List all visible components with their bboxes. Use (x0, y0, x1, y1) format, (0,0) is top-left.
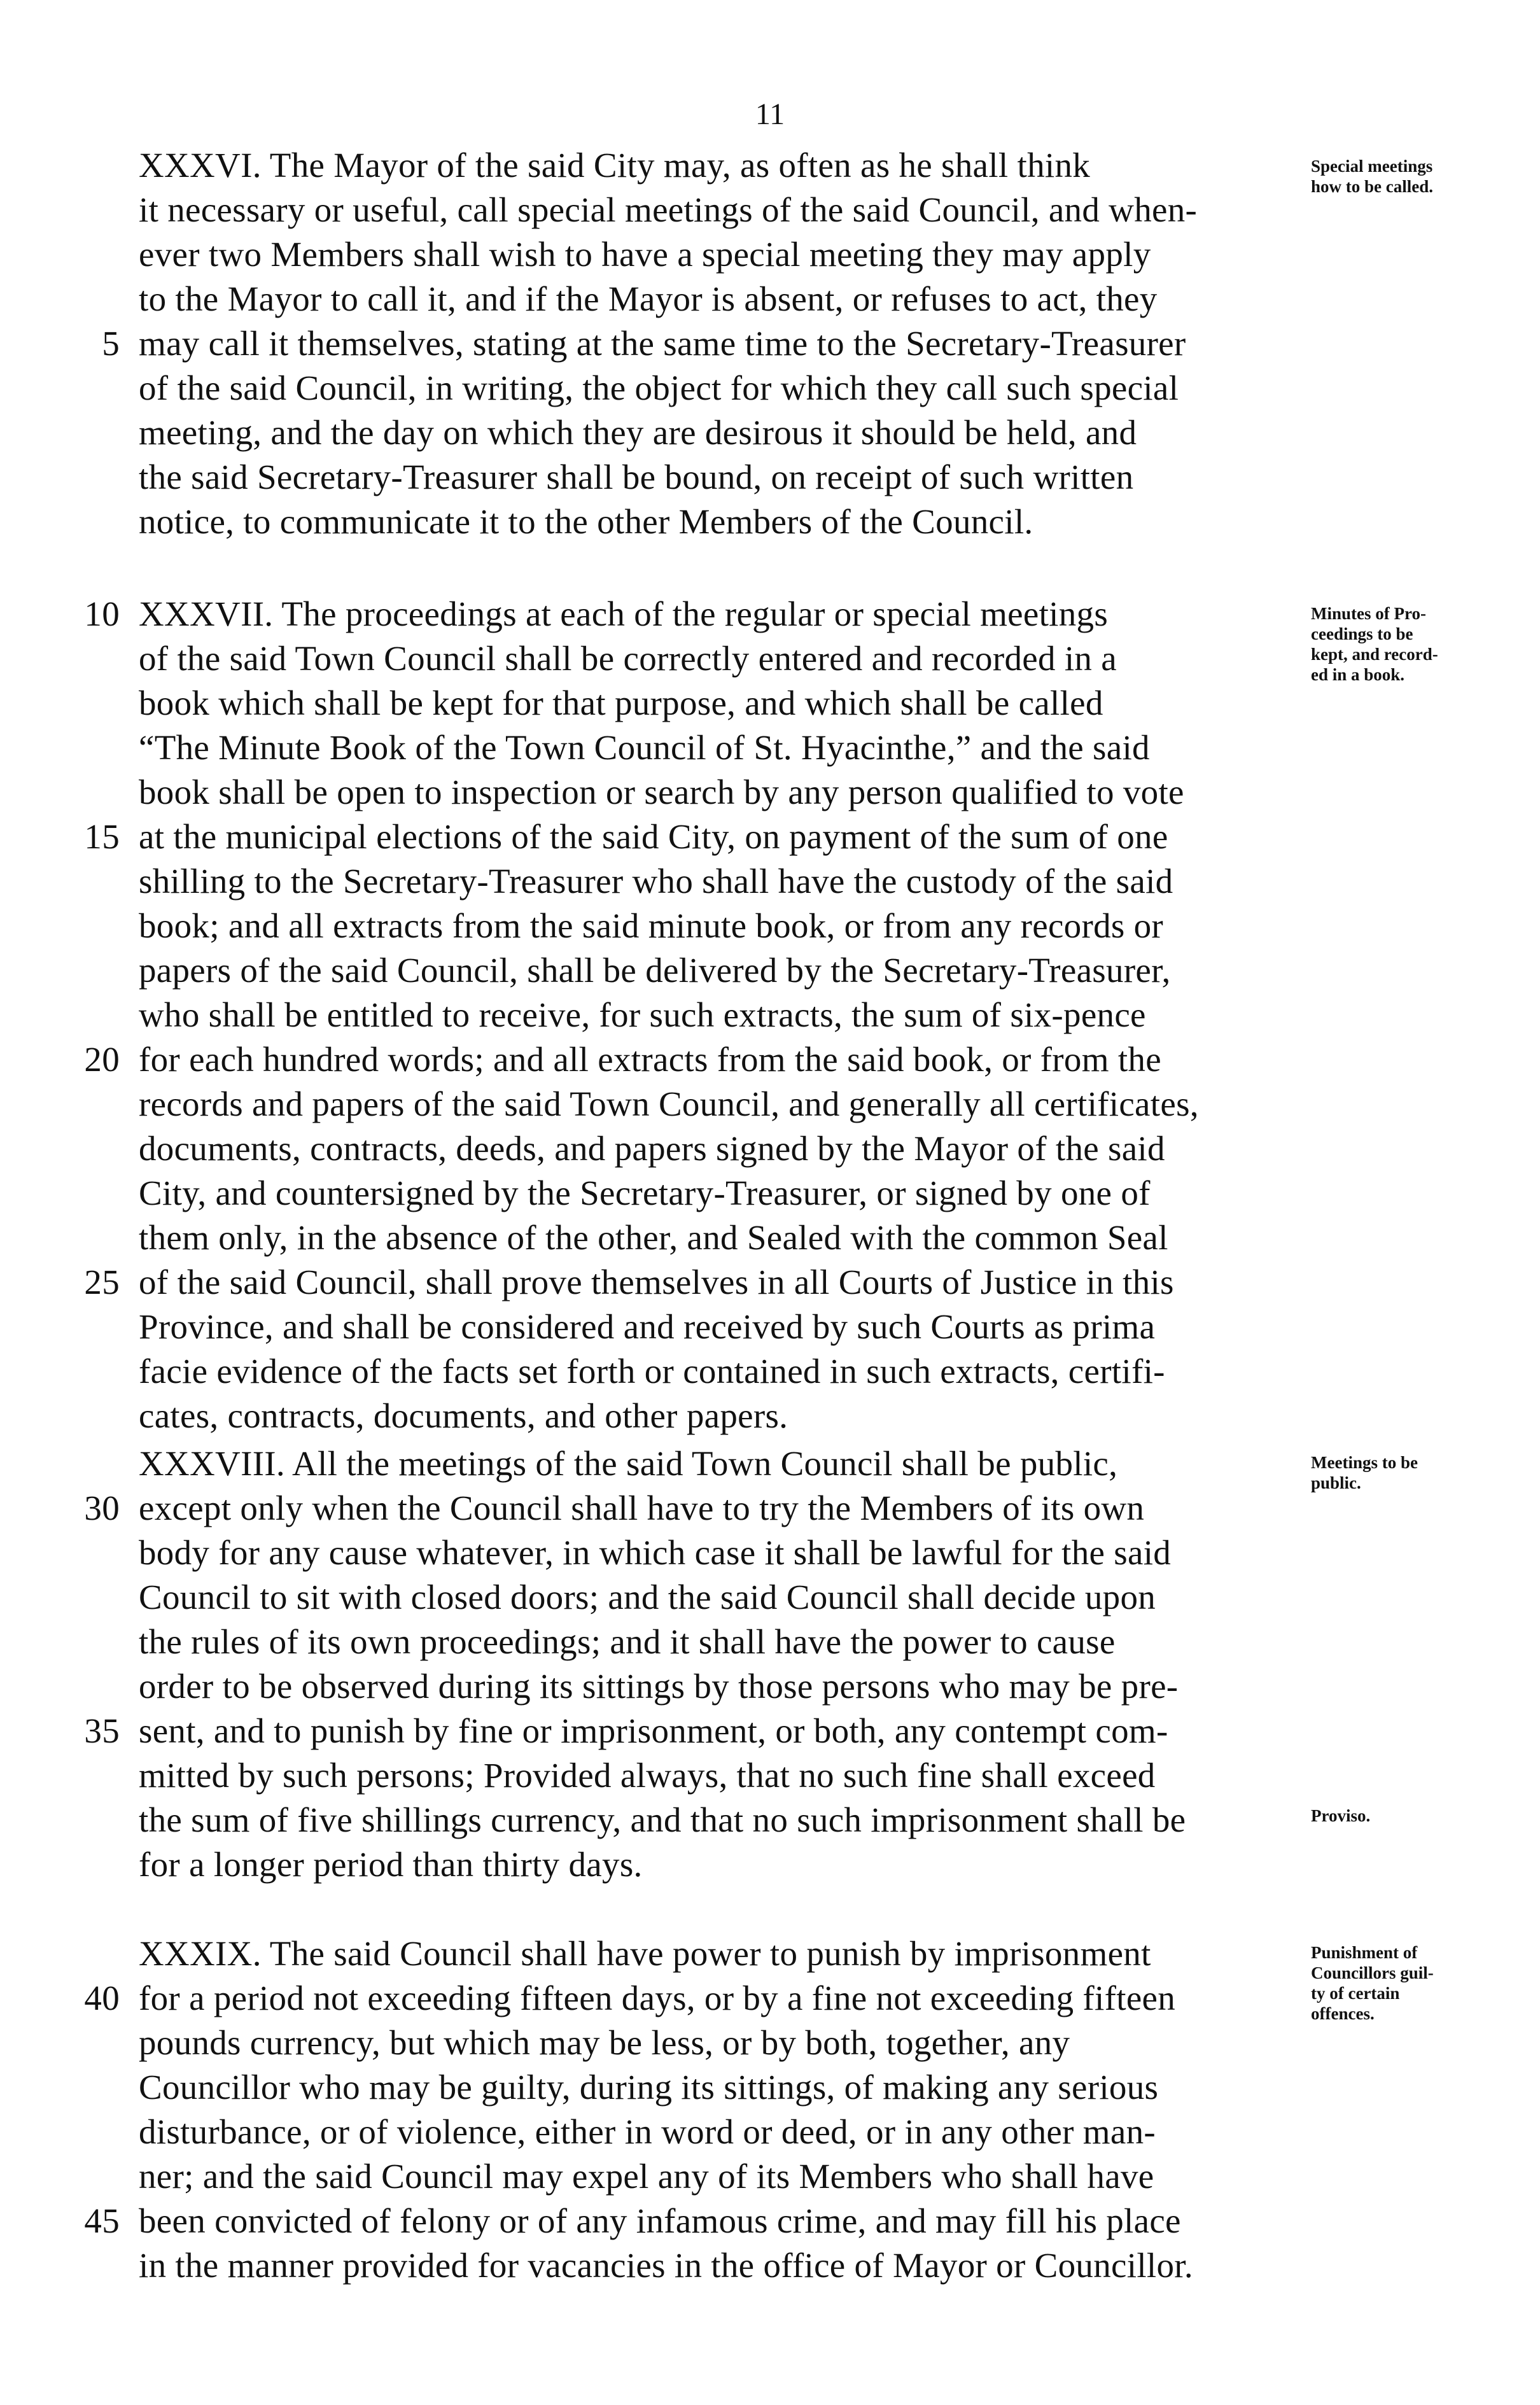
text-line (84, 1486, 1300, 1531)
line-text: XXXVII. The proceedings at each of the regular or special meetings (139, 594, 1109, 633)
text-line (139, 277, 1300, 321)
margin-note-line: offences. (1311, 2004, 1375, 2023)
margin-note-meetings-public (1311, 1452, 1515, 1493)
line-text: for a period not exceeding fifteen days, or by a fine not exceeding fifteen (139, 1979, 1176, 2017)
line-text: XXXIX. The said Council shall have power to punish by imprisonment (139, 1934, 1151, 1973)
line-text: it necessary or useful, call special meetings of the said Council, and when- (139, 190, 1198, 229)
section-37 (84, 592, 1300, 1438)
line-text: sent, and to punish by fine or imprisonment, or both, any contempt com- (139, 1711, 1168, 1750)
line-text: them only, in the absence of the other, and Sealed with the common Seal (139, 1218, 1168, 1257)
text-line (139, 948, 1300, 993)
text-line (139, 2021, 1300, 2065)
margin-note-line: Minutes of Pro- (1311, 604, 1426, 623)
section-36 (102, 143, 1300, 544)
text-line (139, 770, 1300, 815)
line-text: Council to sit with closed doors; and the said Council shall decide upon (139, 1578, 1156, 1616)
line-text: order to be observed during its sittings by those persons who may be pre- (139, 1667, 1179, 1706)
text-line (139, 1575, 1300, 1620)
text-line (139, 681, 1300, 726)
margin-note-punishment (1311, 1942, 1515, 2024)
text-line (139, 1842, 1300, 1887)
line-text: been convicted of felony or of any infamous crime, and may fill his place (139, 2201, 1181, 2240)
text-line (84, 592, 1300, 636)
line-text: “The Minute Book of the Town Council of St. Hyacinthe,” and the said (139, 728, 1150, 767)
text-line (84, 1037, 1300, 1082)
text-line (139, 2065, 1300, 2110)
line-text: papers of the said Council, shall be delivered by the Secretary-Treasurer, (139, 951, 1171, 990)
margin-note-line: kept, and record- (1311, 645, 1438, 664)
text-line (139, 1305, 1300, 1349)
margin-note-minutes (1311, 603, 1515, 685)
margin-note-line: public. (1311, 1473, 1361, 1492)
line-text: book which shall be kept for that purpose, and which shall be called (139, 684, 1103, 722)
line-number: 20 (84, 1040, 120, 1079)
line-number: 15 (84, 817, 120, 856)
margin-note-line: Special meetings (1311, 157, 1433, 176)
text-line (84, 2199, 1300, 2243)
line-text: ner; and the said Council may expel any of its Members who shall have (139, 2157, 1154, 2196)
line-text: in the manner provided for vacancies in the office of Mayor or Councillor. (139, 2246, 1193, 2285)
text-line (139, 366, 1300, 410)
line-text: book; and all extracts from the said minute book, or from any records or (139, 906, 1164, 945)
text-line (139, 1531, 1300, 1575)
text-line (139, 859, 1300, 904)
text-line (139, 1932, 1300, 1976)
text-line (139, 1620, 1300, 1664)
line-text: of the said Council, in writing, the object for which they call such special (139, 368, 1179, 407)
text-line (84, 1260, 1300, 1305)
text-line (139, 410, 1300, 455)
line-text: who shall be entitled to receive, for such extracts, the sum of six-pence (139, 995, 1146, 1034)
margin-note-proviso (1311, 1806, 1515, 1826)
margin-note-line: ty of certain (1311, 1984, 1400, 2003)
line-number: 5 (102, 324, 120, 363)
line-text: at the municipal elections of the said City, on payment of the sum of one (139, 817, 1168, 856)
line-text: for each hundred words; and all extracts from the said book, or from the (139, 1040, 1161, 1079)
text-line (139, 232, 1300, 277)
page-number: 11 (755, 97, 785, 131)
text-line (139, 143, 1300, 188)
line-text: XXXVI. The Mayor of the said City may, as often as he shall think (139, 146, 1091, 185)
text-line (139, 1126, 1300, 1171)
margin-note-line: ceedings to be (1311, 624, 1413, 643)
margin-note-line: how to be called. (1311, 177, 1433, 196)
line-text: City, and countersigned by the Secretary-Treasurer, or signed by one of (139, 1174, 1151, 1212)
text-line (84, 1976, 1300, 2021)
line-text: facie evidence of the facts set forth or contained in such extracts, certifi- (139, 1352, 1165, 1391)
line-number: 40 (84, 1979, 120, 2017)
line-number: 10 (84, 594, 120, 633)
text-line (102, 321, 1300, 366)
margin-note-line: Punishment of (1311, 1943, 1418, 1962)
text-line (139, 636, 1300, 681)
line-text: the said Secretary-Treasurer shall be bound, on receipt of such written (139, 458, 1134, 496)
line-text: Province, and shall be considered and received by such Courts as prima (139, 1307, 1156, 1346)
text-line (139, 1798, 1300, 1842)
line-text: of the said Town Council shall be correctly entered and recorded in a (139, 639, 1117, 678)
line-text: body for any cause whatever, in which case it shall be lawful for the said (139, 1533, 1172, 1572)
text-line (139, 1394, 1300, 1438)
text-line (139, 993, 1300, 1037)
text-line (139, 1753, 1300, 1798)
line-text: meeting, and the day on which they are desirous it should be held, and (139, 413, 1137, 452)
text-line (139, 1216, 1300, 1260)
text-line (139, 2154, 1300, 2199)
line-text: shilling to the Secretary-Treasurer who shall have the custody of the said (139, 862, 1173, 901)
line-text: for a longer period than thirty days. (139, 1845, 643, 1884)
margin-note-line: Proviso. (1311, 1806, 1371, 1825)
text-line (84, 815, 1300, 859)
line-text: pounds currency, but which may be less, or by both, together, any (139, 2023, 1070, 2062)
text-line (139, 1082, 1300, 1126)
text-line (139, 904, 1300, 948)
text-line (139, 455, 1300, 500)
line-text: cates, contracts, documents, and other papers. (139, 1396, 788, 1435)
line-text: disturbance, or of violence, either in word or deed, or in any other man- (139, 2112, 1156, 2151)
margin-note-line: ed in a book. (1311, 665, 1405, 684)
line-text: the rules of its own proceedings; and it shall have the power to cause (139, 1622, 1116, 1661)
line-text: book shall be open to inspection or search by any person qualified to vote (139, 773, 1184, 811)
text-line (139, 1664, 1300, 1709)
line-number: 45 (84, 2201, 120, 2240)
line-text: notice, to communicate it to the other Members of the Council. (139, 502, 1033, 541)
section-38 (84, 1441, 1300, 1887)
margin-note-line: Councillors guil- (1311, 1963, 1434, 1982)
line-number: 35 (84, 1711, 120, 1750)
line-text: ever two Members shall wish to have a special meeting they may apply (139, 235, 1151, 274)
line-text: may call it themselves, stating at the same time to the Secretary-Treasurer (139, 324, 1186, 363)
text-line (139, 2110, 1300, 2154)
line-text: XXXVIII. All the meetings of the said Town Council shall be public, (139, 1444, 1118, 1483)
section-39 (84, 1932, 1300, 2288)
line-text: Councillor who may be guilty, during its sittings, of making any serious (139, 2068, 1159, 2107)
line-number: 25 (84, 1263, 120, 1301)
text-line (139, 1171, 1300, 1216)
line-text: to the Mayor to call it, and if the Mayor is absent, or refuses to act, they (139, 279, 1158, 318)
line-text: documents, contracts, deeds, and papers signed by the Mayor of the said (139, 1129, 1165, 1168)
text-line (139, 1441, 1300, 1486)
margin-note-special-meetings (1311, 156, 1515, 197)
line-text: except only when the Council shall have to try the Members of its own (139, 1489, 1145, 1527)
text-line (84, 1709, 1300, 1753)
line-text: mitted by such persons; Provided always, that no such fine shall exceed (139, 1756, 1156, 1795)
text-line (139, 500, 1300, 544)
line-number: 30 (84, 1489, 120, 1527)
line-text: of the said Council, shall prove themselves in all Courts of Justice in this (139, 1263, 1174, 1301)
text-line (139, 2243, 1300, 2288)
text-line (139, 1349, 1300, 1394)
line-text: the sum of five shillings currency, and that no such imprisonment shall be (139, 1800, 1186, 1839)
text-line (139, 726, 1300, 770)
line-text: records and papers of the said Town Council, and generally all certificates, (139, 1084, 1199, 1123)
margin-note-line: Meetings to be (1311, 1453, 1418, 1472)
text-line (139, 188, 1300, 232)
